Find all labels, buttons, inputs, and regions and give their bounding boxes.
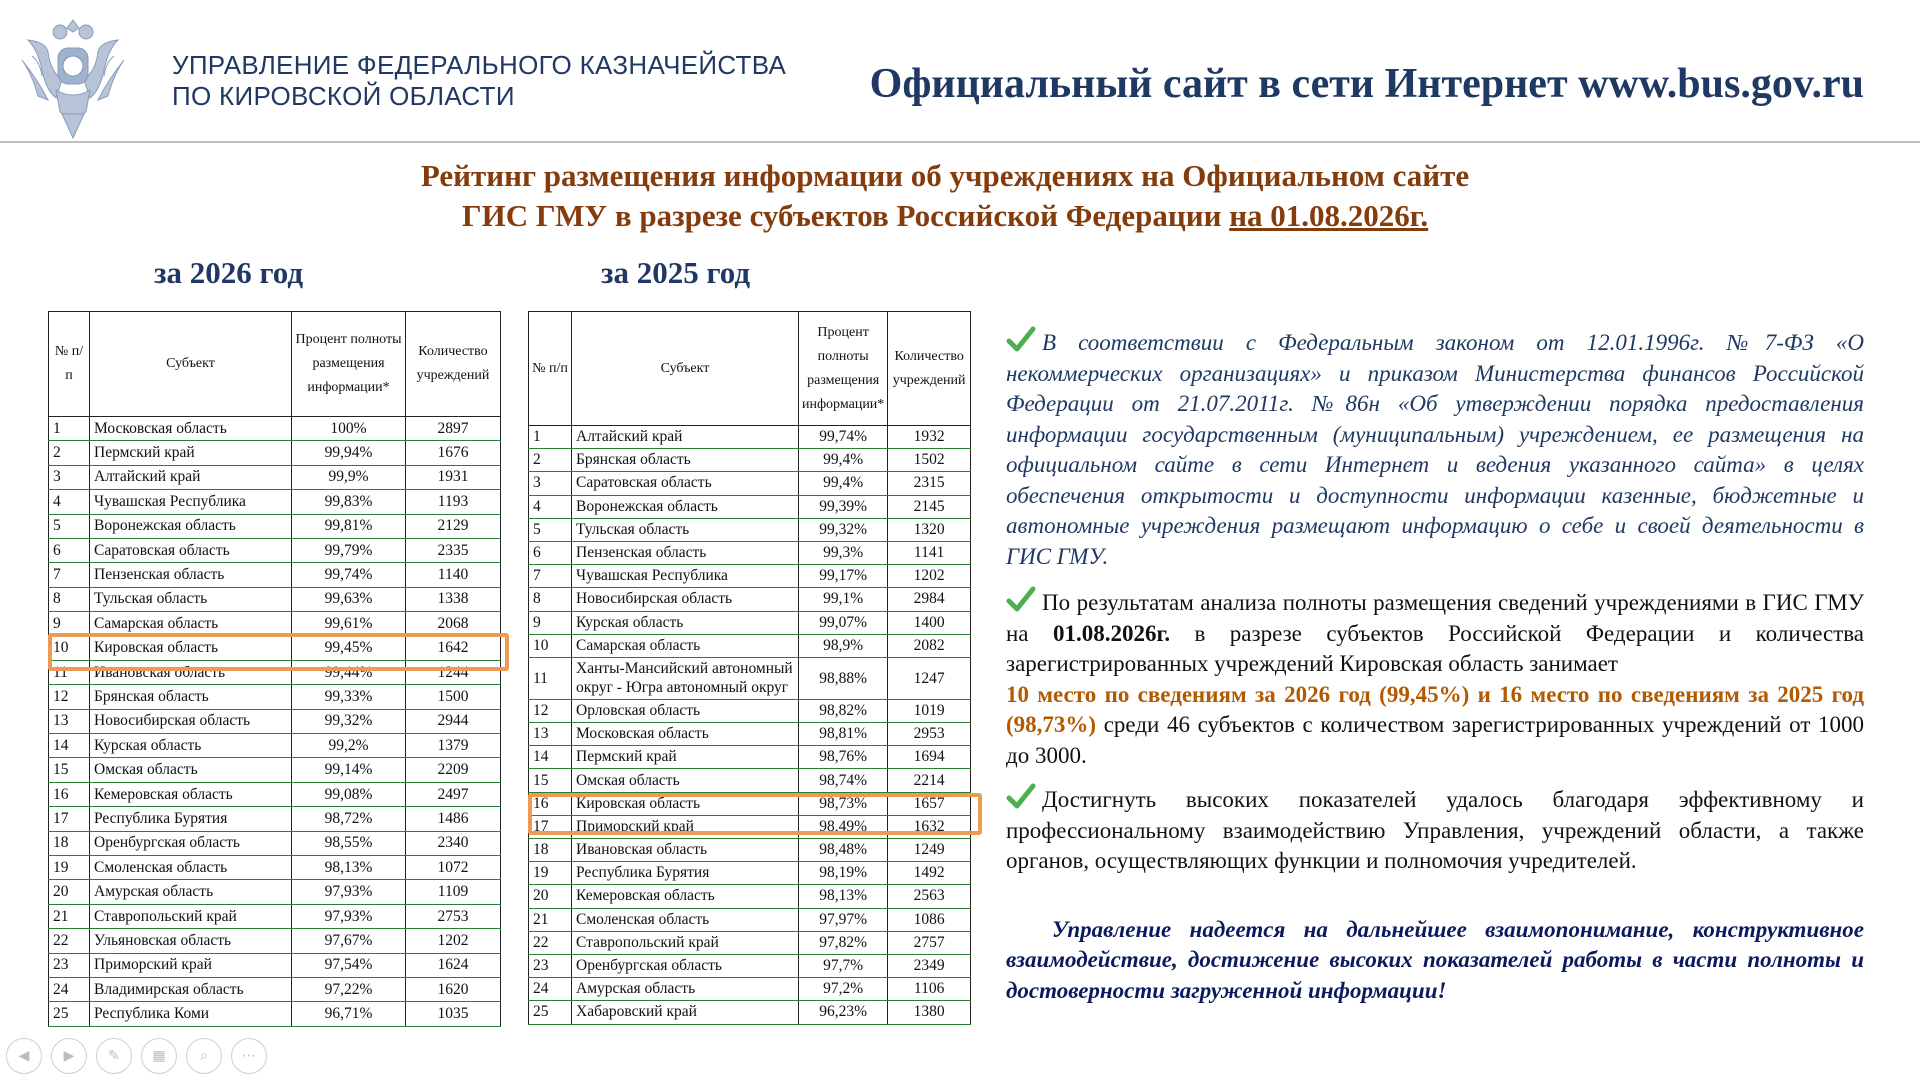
cell-num: 18 <box>529 839 572 862</box>
table-row <box>529 699 971 722</box>
pen-icon[interactable]: ✎ <box>96 1038 132 1074</box>
cell-num: 16 <box>49 782 90 806</box>
cell-num: 21 <box>529 908 572 931</box>
table-row <box>529 588 971 611</box>
cell-count: 2145 <box>888 495 971 518</box>
cell-percent: 99,4% <box>799 472 888 495</box>
cell-percent: 99,17% <box>799 565 888 588</box>
cell-subject: Воронежская область <box>572 495 799 518</box>
cell-num: 14 <box>529 746 572 769</box>
cell-percent: 99,08% <box>292 782 406 806</box>
cell-count: 1642 <box>406 636 501 660</box>
table-body-2025 <box>529 426 971 1025</box>
cell-count: 1086 <box>888 908 971 931</box>
slide-headline <box>0 156 1890 236</box>
cell-count: 1244 <box>406 660 501 684</box>
cell-subject: Ульяновская область <box>90 929 292 953</box>
table-row <box>49 758 501 782</box>
paragraph-results <box>1006 586 1864 771</box>
cell-subject: Саратовская область <box>572 472 799 495</box>
cell-subject: Кировская область <box>572 792 799 815</box>
cell-subject: Саратовская область <box>90 538 292 562</box>
cell-num: 2 <box>49 441 90 465</box>
cell-percent: 97,2% <box>799 978 888 1001</box>
cell-num: 25 <box>49 1002 90 1026</box>
cell-subject: Алтайский край <box>572 426 799 449</box>
table-row <box>49 563 501 587</box>
prev-icon[interactable]: ◀ <box>6 1038 42 1074</box>
cell-subject: Алтайский край <box>90 465 292 489</box>
rating-table-2025 <box>528 311 971 1025</box>
table-row <box>49 953 501 977</box>
cell-percent: 100% <box>292 417 406 441</box>
cell-percent: 98,55% <box>292 831 406 855</box>
table-row <box>529 472 971 495</box>
cell-num: 13 <box>529 723 572 746</box>
cell-count: 2349 <box>888 954 971 977</box>
table-row <box>529 746 971 769</box>
cell-num: 21 <box>49 904 90 928</box>
table-row <box>49 929 501 953</box>
year-2026-label: за 2026 год <box>154 255 304 290</box>
cell-percent: 98,88% <box>799 657 888 699</box>
header-count: Количество учреждений <box>406 312 501 417</box>
table-row <box>529 931 971 954</box>
table-row <box>49 538 501 562</box>
results-text-c: среди 46 субъектов с количеством зарегистрированных учреждений от 1000 до 3000. <box>1006 712 1865 768</box>
cell-num: 5 <box>529 518 572 541</box>
cell-percent: 96,71% <box>292 1002 406 1026</box>
cell-num: 1 <box>529 426 572 449</box>
cell-percent: 99,3% <box>799 541 888 564</box>
cell-count: 1500 <box>406 685 501 709</box>
paragraph-closing <box>1006 915 1864 1007</box>
more-icon[interactable]: ⋯ <box>231 1038 267 1074</box>
table-row <box>49 831 501 855</box>
table-row <box>529 634 971 657</box>
cell-subject: Республика Бурятия <box>572 862 799 885</box>
cell-percent: 99,81% <box>292 514 406 538</box>
highlight-kirov-2026 <box>48 633 509 671</box>
cell-num: 13 <box>49 709 90 733</box>
paragraph-achievement-text: Достигнуть высоких показателей удалось благодаря эффективному и профессиональному взаимодействию Управления, учреждений области, а также органов, осуществляющих функции и полномочия учредителей. <box>1006 787 1864 873</box>
cell-count: 2563 <box>888 885 971 908</box>
checkmark-icon <box>1006 586 1036 614</box>
cell-percent: 99,1% <box>799 588 888 611</box>
site-title: Официальный сайт в сети Интернет www.bus.gov.ru <box>869 61 1864 107</box>
cell-num: 15 <box>49 758 90 782</box>
table-row <box>529 426 971 449</box>
treasury-emblem-logo <box>18 10 128 148</box>
cell-count: 1141 <box>888 541 971 564</box>
cell-percent: 98,76% <box>799 746 888 769</box>
cell-percent: 99,33% <box>292 685 406 709</box>
cell-count: 1202 <box>888 565 971 588</box>
cell-num: 3 <box>529 472 572 495</box>
cell-subject: Смоленская область <box>90 856 292 880</box>
cell-count: 2984 <box>888 588 971 611</box>
headline-line-2-text: ГИС ГМУ в разрезе субъектов Российской Федерации <box>461 198 1222 233</box>
cell-num: 22 <box>529 931 572 954</box>
cell-subject: Омская область <box>572 769 799 792</box>
results-highlight: 10 место по сведениям за 2026 год (99,45%) и 16 место по сведениям за 2025 год (98,73%) <box>1006 681 1864 737</box>
cell-subject: Тульская область <box>572 518 799 541</box>
cell-count: 1202 <box>406 929 501 953</box>
cell-subject: Воронежская область <box>90 514 292 538</box>
cell-num: 6 <box>49 538 90 562</box>
paragraph-law <box>1006 326 1864 572</box>
cell-subject: Приморский край <box>572 815 799 838</box>
cell-num: 23 <box>529 954 572 977</box>
table-row <box>49 880 501 904</box>
table-row <box>49 417 501 441</box>
cell-count: 2068 <box>406 612 501 636</box>
cell-percent: 97,82% <box>799 931 888 954</box>
cell-subject: Московская область <box>90 417 292 441</box>
table-row <box>529 839 971 862</box>
paragraph-closing-text: Управление надеется на дальнейшее взаимопонимание, конструктивное взаимодействие, достижение высоких показателей работы в части полноты и достоверности загруженной информации! <box>1006 916 1864 1003</box>
cell-count: 2315 <box>888 472 971 495</box>
cell-percent: 98,13% <box>292 856 406 880</box>
presenter-toolbar <box>6 1038 267 1074</box>
cell-subject: Республика Бурятия <box>90 807 292 831</box>
cell-count: 1193 <box>406 490 501 514</box>
cell-percent: 98,49% <box>799 815 888 838</box>
results-text-a: По результатам анализа полноты размещения сведений учреждениями в ГИС ГМУ на <box>1006 590 1864 646</box>
cell-percent: 98,81% <box>799 723 888 746</box>
cell-count: 2753 <box>406 904 501 928</box>
cell-count: 1019 <box>888 699 971 722</box>
cell-subject: Оренбургская область <box>90 831 292 855</box>
cell-num: 24 <box>529 978 572 1001</box>
cell-num: 19 <box>529 862 572 885</box>
cell-num: 5 <box>49 514 90 538</box>
cell-percent: 99,79% <box>292 538 406 562</box>
cell-subject: Брянская область <box>572 449 799 472</box>
cell-subject: Чувашская Республика <box>90 490 292 514</box>
cell-num: 11 <box>49 660 90 684</box>
cell-percent: 97,97% <box>799 908 888 931</box>
cell-num: 12 <box>529 699 572 722</box>
explanation-text <box>1006 326 1864 1006</box>
cell-subject: Владимирская область <box>90 977 292 1001</box>
cell-percent: 97,93% <box>292 904 406 928</box>
cell-percent: 98,82% <box>799 699 888 722</box>
cell-subject: Пензенская область <box>572 541 799 564</box>
cell-num: 15 <box>529 769 572 792</box>
table-row <box>49 490 501 514</box>
cell-subject: Ивановская область <box>572 839 799 862</box>
cell-percent: 99,39% <box>799 495 888 518</box>
cell-subject: Ставропольский край <box>572 931 799 954</box>
cell-subject: Брянская область <box>90 685 292 709</box>
cell-percent: 98,74% <box>799 769 888 792</box>
cell-num: 22 <box>49 929 90 953</box>
cell-count: 2129 <box>406 514 501 538</box>
cell-percent: 98,19% <box>799 862 888 885</box>
cell-num: 24 <box>49 977 90 1001</box>
cell-subject: Новосибирская область <box>90 709 292 733</box>
cell-count: 2953 <box>888 723 971 746</box>
cell-subject: Кировская область <box>90 636 292 660</box>
cell-num: 9 <box>49 612 90 636</box>
cell-count: 1694 <box>888 746 971 769</box>
cell-percent: 99,83% <box>292 490 406 514</box>
cell-percent: 97,67% <box>292 929 406 953</box>
cell-subject: Оренбургская область <box>572 954 799 977</box>
cell-percent: 96,23% <box>799 1001 888 1024</box>
cell-count: 1109 <box>406 880 501 904</box>
cell-count: 1657 <box>888 792 971 815</box>
cell-num: 3 <box>49 465 90 489</box>
cell-count: 1072 <box>406 856 501 880</box>
cell-subject: Чувашская Республика <box>572 565 799 588</box>
cell-num: 20 <box>529 885 572 908</box>
cell-subject: Курская область <box>572 611 799 634</box>
cell-num: 16 <box>529 792 572 815</box>
cell-subject: Новосибирская область <box>572 588 799 611</box>
table-row <box>529 611 971 634</box>
table-row <box>49 782 501 806</box>
cell-count: 2897 <box>406 417 501 441</box>
paragraph-law-text: В соответствии с Федеральным законом от 12.01.1996г. №7-ФЗ «О некоммерческих организациях» и приказом Министерства финансов Российской Федерации от 21.07.2011г. №86н «Об утверждении порядка предоставления информации государственным (муниципальным) учреждением, ее размещения на официальном сайте в сети Интернет и ведения указанного сайта» в целях обеспечения открытости и доступности информации казенные, бюджетные и автономные учреждения размещают информацию о себе и своей деятельности в ГИС ГМУ. <box>1006 330 1864 569</box>
header-subject: Субъект <box>90 312 292 417</box>
cell-num: 4 <box>529 495 572 518</box>
cell-num: 17 <box>49 807 90 831</box>
cell-count: 1486 <box>406 807 501 831</box>
cell-subject: Самарская область <box>572 634 799 657</box>
table-row <box>49 977 501 1001</box>
cell-percent: 99,63% <box>292 587 406 611</box>
cell-num: 14 <box>49 734 90 758</box>
cell-num: 7 <box>529 565 572 588</box>
cell-subject: Пермский край <box>572 746 799 769</box>
table-row <box>529 1001 971 1024</box>
cell-subject: Кемеровская область <box>572 885 799 908</box>
paragraph-achievement <box>1006 783 1864 877</box>
table-row <box>49 709 501 733</box>
cell-count: 1632 <box>888 815 971 838</box>
cell-percent: 97,7% <box>799 954 888 977</box>
cell-percent: 97,54% <box>292 953 406 977</box>
cell-subject: Московская область <box>572 723 799 746</box>
cell-subject: Орловская область <box>572 699 799 722</box>
cell-percent: 97,93% <box>292 880 406 904</box>
headline-date: на 01.08.2026г. <box>1229 198 1429 233</box>
cell-percent: 99,9% <box>292 465 406 489</box>
cell-count: 1932 <box>888 426 971 449</box>
header-num: № п/п <box>49 312 90 417</box>
cell-num: 7 <box>49 563 90 587</box>
organization-name <box>172 50 786 112</box>
cell-num: 8 <box>49 587 90 611</box>
cell-count: 2214 <box>888 769 971 792</box>
cell-count: 1400 <box>888 611 971 634</box>
table-row <box>529 862 971 885</box>
cell-num: 25 <box>529 1001 572 1024</box>
table-row <box>529 449 971 472</box>
cell-num: 17 <box>529 815 572 838</box>
table-row <box>49 1002 501 1026</box>
cell-percent: 99,74% <box>799 426 888 449</box>
cell-percent: 99,32% <box>799 518 888 541</box>
table-row <box>529 954 971 977</box>
table-row <box>529 657 971 699</box>
table-row <box>529 885 971 908</box>
cell-subject: Ставропольский край <box>90 904 292 928</box>
cell-count: 1249 <box>888 839 971 862</box>
table-row <box>49 587 501 611</box>
cell-num: 2 <box>529 449 572 472</box>
cell-count: 2340 <box>406 831 501 855</box>
cell-num: 8 <box>529 588 572 611</box>
year-2025-label: за 2025 год <box>601 255 751 290</box>
cell-num: 20 <box>49 880 90 904</box>
slides-icon[interactable]: ▦ <box>141 1038 177 1074</box>
cell-subject: Амурская область <box>572 978 799 1001</box>
table-body-2026 <box>49 417 501 1027</box>
table-row <box>529 495 971 518</box>
table-row <box>529 518 971 541</box>
cell-percent: 98,48% <box>799 839 888 862</box>
cell-count: 1624 <box>406 953 501 977</box>
cell-num: 12 <box>49 685 90 709</box>
cell-percent: 98,9% <box>799 634 888 657</box>
results-date: 01.08.2026г. <box>1052 620 1171 646</box>
table-row <box>49 856 501 880</box>
table-row <box>529 541 971 564</box>
table-row <box>529 769 971 792</box>
cell-subject: Смоленская область <box>572 908 799 931</box>
cell-subject: Самарская область <box>90 612 292 636</box>
cell-percent: 99,45% <box>292 636 406 660</box>
cell-num: 10 <box>49 636 90 660</box>
cell-percent: 98,13% <box>799 885 888 908</box>
cell-subject: Кемеровская область <box>90 782 292 806</box>
cell-subject: Ханты-Мансийский автономный округ - Югра автономный округ <box>572 657 799 699</box>
cell-num: 9 <box>529 611 572 634</box>
cell-count: 2497 <box>406 782 501 806</box>
cell-count: 2335 <box>406 538 501 562</box>
headline-line-2 <box>0 196 1890 236</box>
cell-count: 1379 <box>406 734 501 758</box>
cell-percent: 99,61% <box>292 612 406 636</box>
header-subject: Субъект <box>572 312 799 426</box>
cell-percent: 97,22% <box>292 977 406 1001</box>
table-row <box>49 441 501 465</box>
cell-num: 1 <box>49 417 90 441</box>
cell-num: 4 <box>49 490 90 514</box>
cell-count: 2944 <box>406 709 501 733</box>
header-count: Количество учреждений <box>888 312 971 426</box>
cell-count: 1338 <box>406 587 501 611</box>
headline-line-1: Рейтинг размещения информации об учреждениях на Официальном сайте <box>420 158 1470 193</box>
cell-count: 1676 <box>406 441 501 465</box>
cell-num: 6 <box>529 541 572 564</box>
cell-count: 2757 <box>888 931 971 954</box>
cell-num: 18 <box>49 831 90 855</box>
zoom-icon[interactable]: ⌕ <box>186 1038 222 1074</box>
cell-percent: 99,14% <box>292 758 406 782</box>
next-icon[interactable]: ▶ <box>51 1038 87 1074</box>
org-line-1: УПРАВЛЕНИЕ ФЕДЕРАЛЬНОГО КАЗНАЧЕЙСТВА <box>172 50 787 80</box>
cell-percent: 99,74% <box>292 563 406 587</box>
cell-count: 1140 <box>406 563 501 587</box>
cell-count: 1492 <box>888 862 971 885</box>
cell-percent: 99,2% <box>292 734 406 758</box>
org-line-2: ПО КИРОВСКОЙ ОБЛАСТИ <box>172 81 515 111</box>
cell-subject: Пермский край <box>90 441 292 465</box>
header-divider <box>0 141 1920 143</box>
cell-count: 1106 <box>888 978 971 1001</box>
cell-percent: 99,44% <box>292 660 406 684</box>
table-row <box>529 565 971 588</box>
header-num: № п/п <box>529 312 572 426</box>
results-text-b: в разрезе субъектов Российской Федерации и количества зарегистрированных учреждений Кировская область занимает <box>1006 620 1865 676</box>
table-row <box>529 978 971 1001</box>
table-row <box>49 514 501 538</box>
cell-subject: Приморский край <box>90 953 292 977</box>
cell-percent: 98,73% <box>799 792 888 815</box>
table-row <box>529 723 971 746</box>
cell-count: 1380 <box>888 1001 971 1024</box>
table-header-row <box>529 312 971 426</box>
table-header-row <box>49 312 501 417</box>
cell-subject: Пензенская область <box>90 563 292 587</box>
cell-percent: 99,32% <box>292 709 406 733</box>
cell-subject: Ивановская область <box>90 660 292 684</box>
table-row <box>529 908 971 931</box>
cell-percent: 99,4% <box>799 449 888 472</box>
cell-subject: Курская область <box>90 734 292 758</box>
cell-num: 10 <box>529 634 572 657</box>
cell-count: 1931 <box>406 465 501 489</box>
table-row <box>49 807 501 831</box>
cell-percent: 98,72% <box>292 807 406 831</box>
cell-count: 2082 <box>888 634 971 657</box>
cell-percent: 99,94% <box>292 441 406 465</box>
table-row <box>49 904 501 928</box>
highlight-kirov-2025 <box>528 793 982 835</box>
cell-count: 1247 <box>888 657 971 699</box>
table-row <box>49 685 501 709</box>
table-row <box>49 465 501 489</box>
cell-num: 23 <box>49 953 90 977</box>
cell-count: 2209 <box>406 758 501 782</box>
cell-percent: 99,07% <box>799 611 888 634</box>
table-row <box>49 734 501 758</box>
cell-count: 1320 <box>888 518 971 541</box>
checkmark-icon <box>1006 783 1036 811</box>
checkmark-icon <box>1006 326 1036 354</box>
cell-count: 1502 <box>888 449 971 472</box>
cell-subject: Республика Коми <box>90 1002 292 1026</box>
header-percent: Процент полноты размещения информации* <box>799 312 888 426</box>
header-percent: Процент полноты размещения информации* <box>292 312 406 417</box>
cell-subject: Тульская область <box>90 587 292 611</box>
cell-num: 11 <box>529 657 572 699</box>
cell-count: 1035 <box>406 1002 501 1026</box>
cell-num: 19 <box>49 856 90 880</box>
cell-subject: Хабаровский край <box>572 1001 799 1024</box>
cell-count: 1620 <box>406 977 501 1001</box>
cell-subject: Амурская область <box>90 880 292 904</box>
cell-subject: Омская область <box>90 758 292 782</box>
